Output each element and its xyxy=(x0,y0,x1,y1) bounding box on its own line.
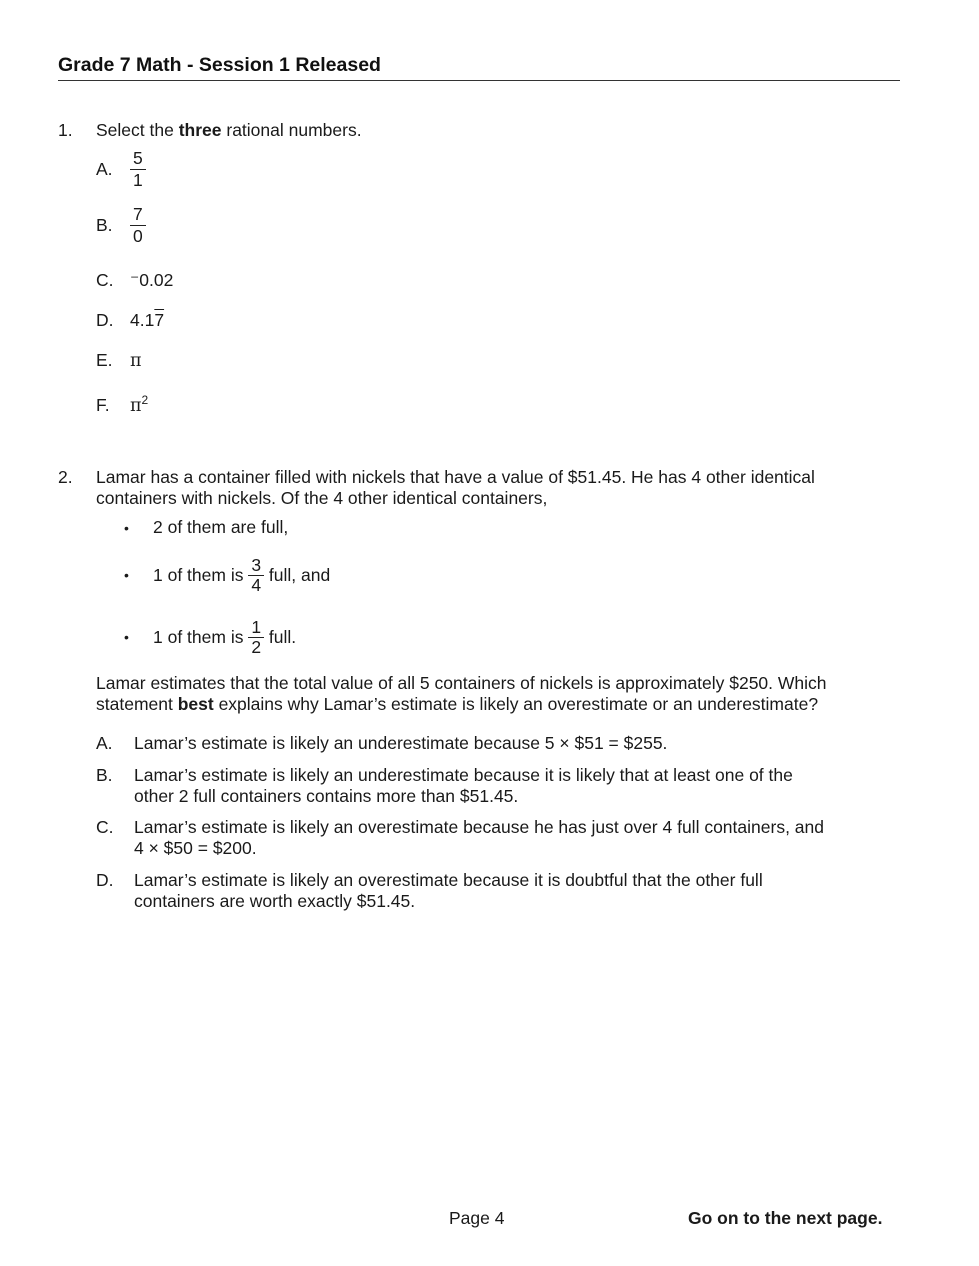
next-page-notice: Go on to the next page. xyxy=(688,1208,883,1228)
option-letter: E. xyxy=(96,350,113,370)
negative-sign: ⁻ xyxy=(130,270,140,290)
q2-option-a[interactable] xyxy=(96,733,667,754)
option-letter: D. xyxy=(96,870,114,890)
option-text: 4 × $50 = $200. xyxy=(134,838,257,858)
option-value: 4.1 xyxy=(130,310,155,330)
stem-text: statement xyxy=(96,694,178,714)
option-letter: F. xyxy=(96,394,110,415)
question-2-stem-line xyxy=(96,694,818,715)
question-2-intro-line: containers with nickels. Of the 4 other identical containers, xyxy=(96,488,548,508)
question-2-number: 2. xyxy=(58,467,73,487)
option-letter: B. xyxy=(96,215,113,235)
bullet-text: full. xyxy=(264,627,297,647)
exponent: 2 xyxy=(141,393,149,407)
option-letter: A. xyxy=(96,159,113,179)
option-letter: B. xyxy=(96,765,113,785)
q1-option-f[interactable] xyxy=(96,390,148,417)
option-text: Lamar’s estimate is likely an overestimate because he has just over 4 full containers, and xyxy=(134,817,824,837)
option-letter: A. xyxy=(96,733,113,753)
denominator: 0 xyxy=(133,226,143,246)
bullet-text: full, and xyxy=(264,565,331,585)
fraction xyxy=(248,618,264,657)
bullet-text: 2 of them are full, xyxy=(153,517,289,537)
q2-option-d[interactable] xyxy=(96,870,763,912)
option-text: containers are worth exactly $51.45. xyxy=(134,891,416,911)
page-title: Grade 7 Math - Session 1 Released xyxy=(58,54,381,76)
q1-option-a[interactable] xyxy=(96,148,146,191)
option-letter: C. xyxy=(96,817,114,837)
option-letter: C. xyxy=(96,270,114,290)
question-1-prompt xyxy=(96,120,362,141)
option-letter: D. xyxy=(96,310,114,330)
bullet-text: 1 of them is xyxy=(153,565,249,585)
stem-text: explains why Lamar’s estimate is likely an overestimate or an underestimate? xyxy=(213,694,819,714)
header-divider xyxy=(58,80,900,81)
bullet-marker: • xyxy=(124,567,129,583)
q2-option-c[interactable] xyxy=(96,817,824,859)
option-value: 0.02 xyxy=(139,270,174,290)
option-text: Lamar’s estimate is likely an underestimate because 5 × $51 = $255. xyxy=(134,733,668,753)
question-1-number: 1. xyxy=(58,120,73,140)
fraction xyxy=(130,148,146,191)
numerator: 7 xyxy=(130,204,146,226)
q2-option-b[interactable] xyxy=(96,765,793,807)
repeating-digit: 7 xyxy=(154,310,165,330)
prompt-text: Select the xyxy=(96,120,179,140)
bullet-item xyxy=(124,517,288,539)
question-2-intro-line: Lamar has a container filled with nickels that have a value of $51.45. He has 4 other identical xyxy=(96,467,815,487)
denominator: 1 xyxy=(133,170,143,190)
bullet-marker: • xyxy=(124,520,129,536)
page-number: Page 4 xyxy=(449,1208,505,1228)
numerator: 5 xyxy=(130,148,146,170)
fraction xyxy=(248,556,264,595)
numerator: 1 xyxy=(248,618,264,638)
bullet-text: 1 of them is xyxy=(153,627,249,647)
q1-option-e[interactable] xyxy=(96,350,142,372)
q1-option-c[interactable] xyxy=(96,270,173,291)
numerator: 3 xyxy=(248,556,264,576)
question-2-stem-line: Lamar estimates that the total value of all 5 containers of nickels is approximately $250. Which xyxy=(96,673,827,693)
prompt-emphasis: three xyxy=(178,120,222,140)
prompt-text: rational numbers. xyxy=(221,120,362,140)
denominator: 2 xyxy=(251,637,262,657)
option-text: Lamar’s estimate is likely an overestimate because it is doubtful that the other full xyxy=(134,870,763,890)
q1-option-b[interactable] xyxy=(96,204,146,247)
option-value: π xyxy=(130,395,142,416)
option-value: π xyxy=(130,351,142,371)
option-text: other 2 full containers contains more than $51.45. xyxy=(134,786,519,806)
bullet-item xyxy=(124,618,296,657)
stem-emphasis: best xyxy=(177,694,214,714)
q1-option-d[interactable] xyxy=(96,310,164,331)
bullet-marker: • xyxy=(124,629,129,645)
option-text: Lamar’s estimate is likely an underestimate because it is likely that at least one of the xyxy=(134,765,793,785)
bullet-item xyxy=(124,556,330,595)
fraction xyxy=(130,204,146,247)
denominator: 4 xyxy=(251,575,262,595)
